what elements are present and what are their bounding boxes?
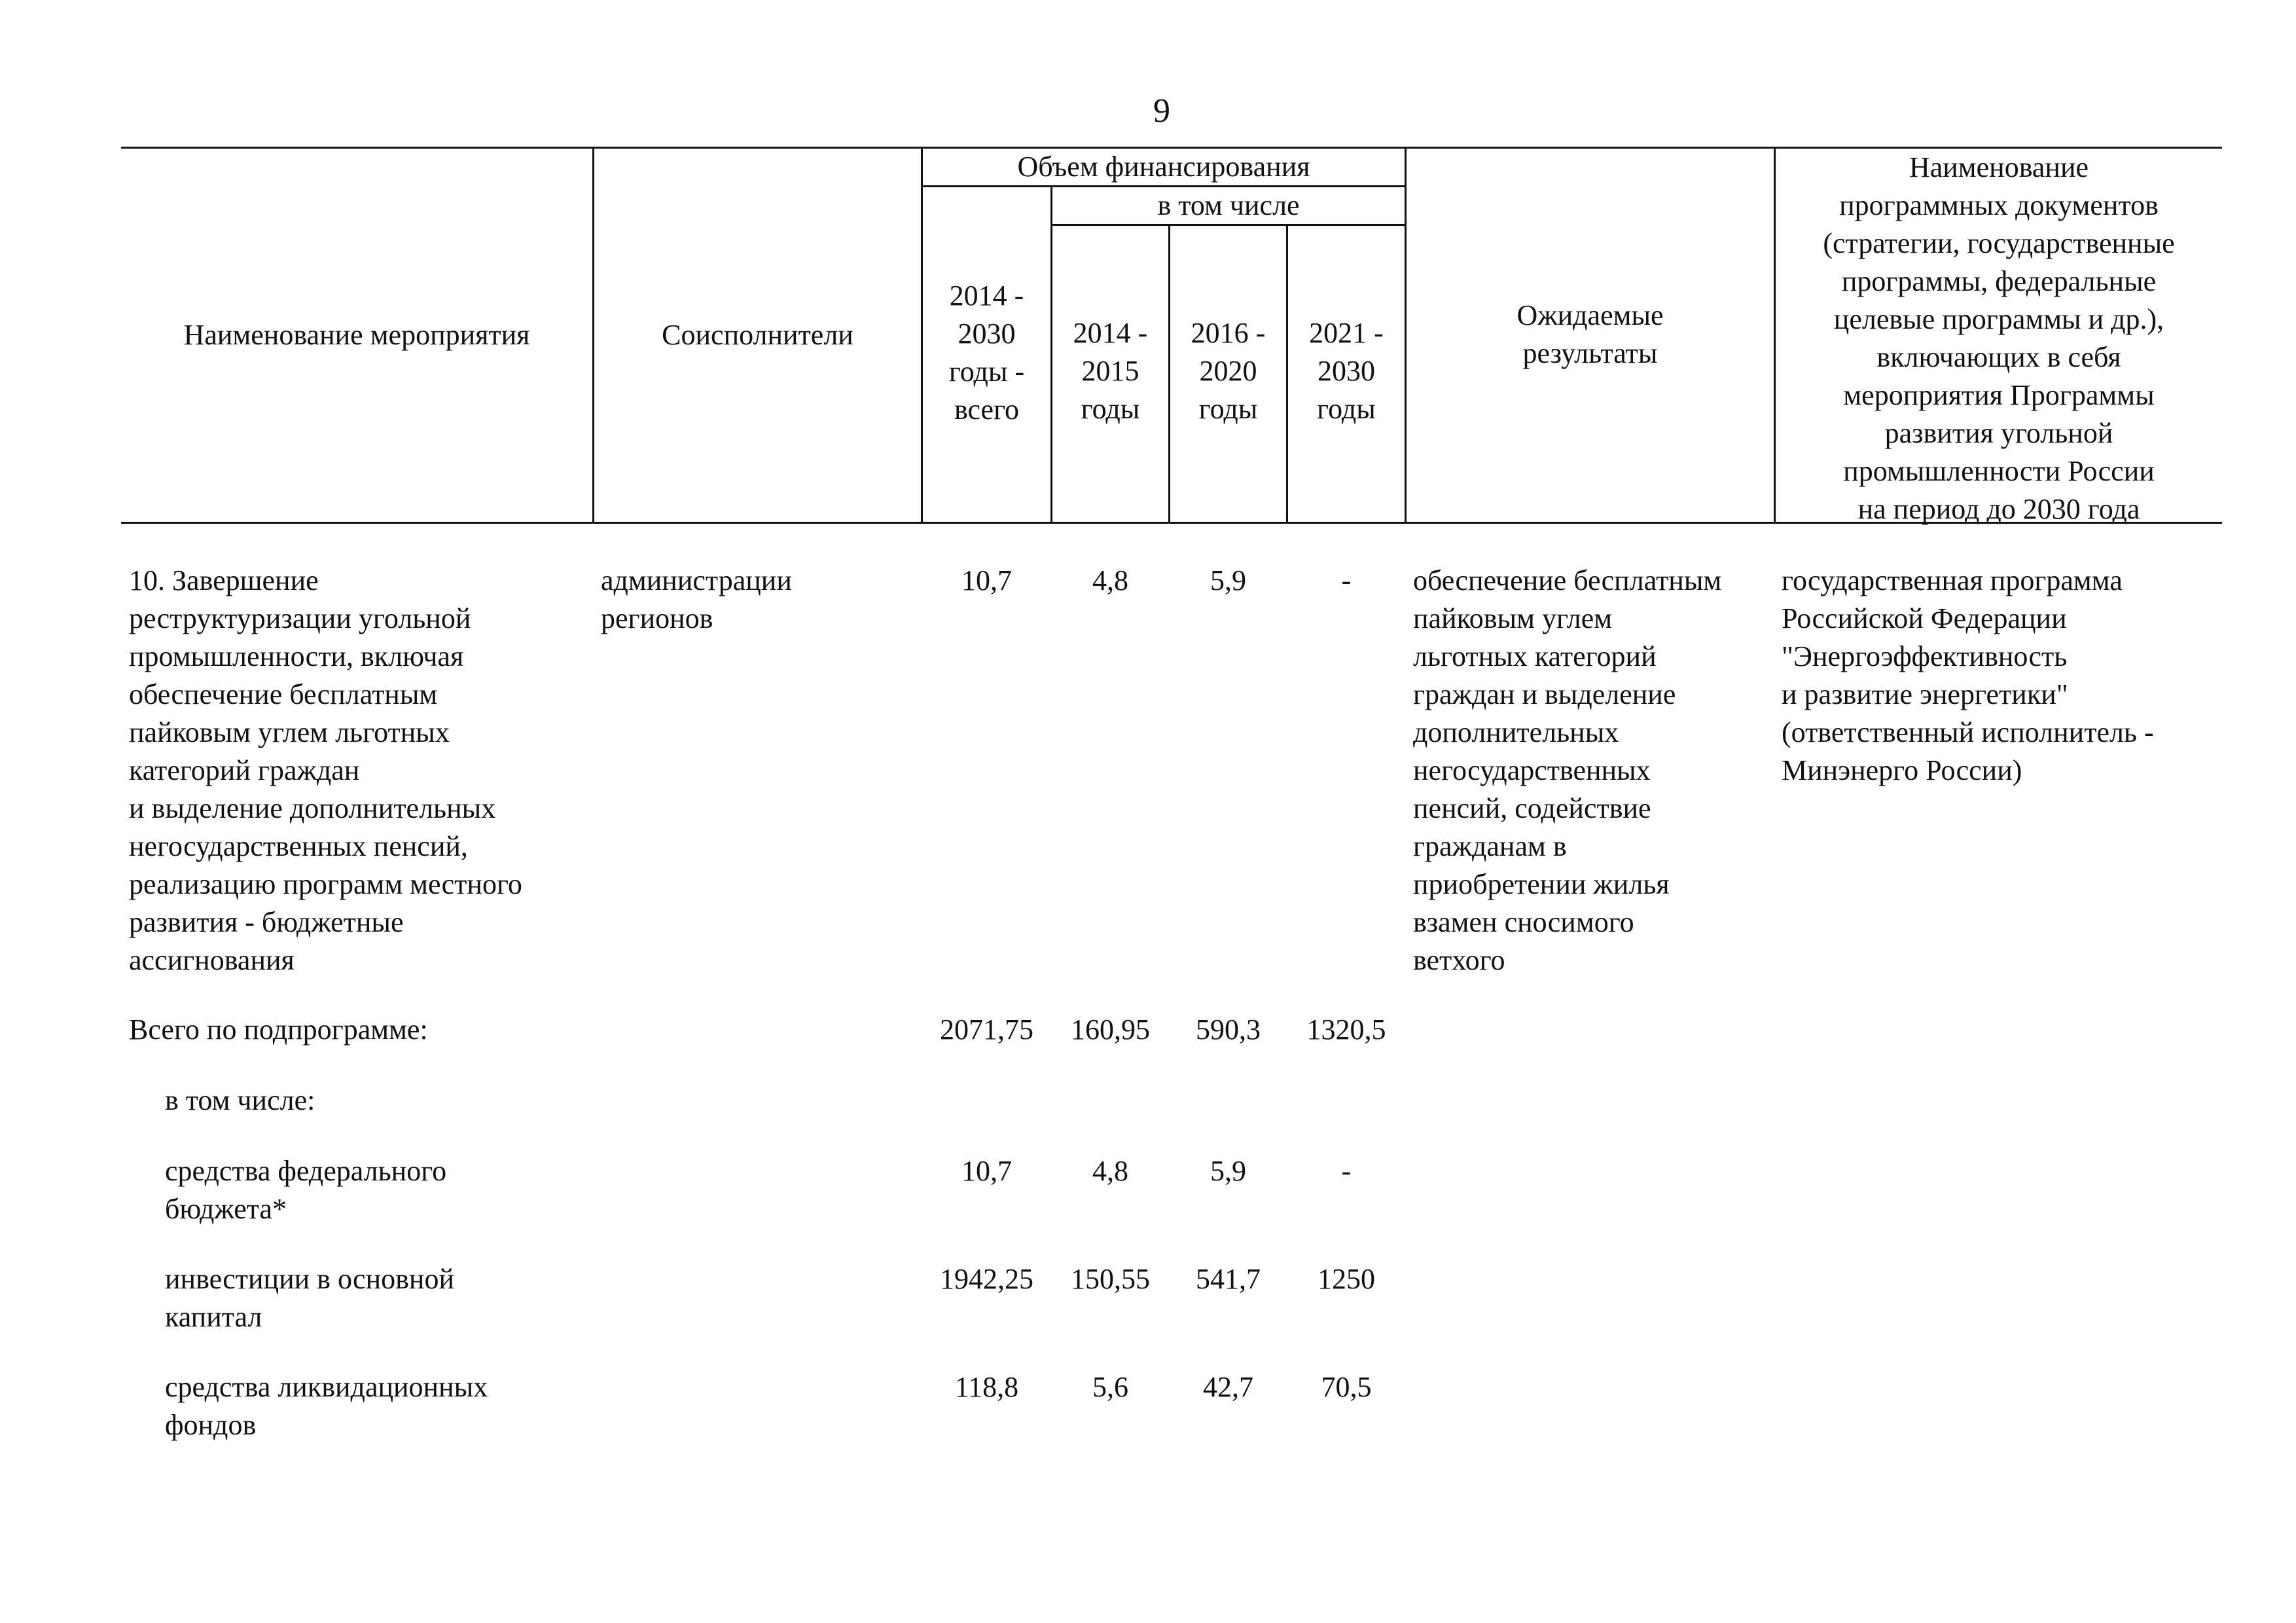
summary-federal-p3: - — [1341, 1155, 1352, 1187]
summary-federal-p2: 5,9 — [1210, 1155, 1246, 1187]
header-funding-label: Объем финансирования — [1017, 151, 1310, 183]
header-including-label: в том числе — [1157, 189, 1300, 221]
summary-investment-p1: 150,55 — [1071, 1263, 1150, 1295]
header-event-label: Наименование мероприятия — [183, 319, 530, 351]
summary-liquidation-p2: 42,7 — [1203, 1371, 1253, 1403]
header-coexecutors — [594, 149, 921, 522]
summary-federal-label: средства федерального бюджета* — [165, 1155, 447, 1225]
header-results: Ожидаемые результаты — [1516, 299, 1664, 369]
summary-total-label: Всего по подпрограмме: — [129, 1013, 428, 1046]
header-documents: Наименование программных документов (стратегии, государственные программы, федеральные целевые программы и др.), включающих в себя мероприятия Программы развития угольной промышленности России на период до 2030 года — [1823, 151, 2175, 525]
header-including — [1052, 187, 1405, 224]
summary-including-label: в том числе: — [165, 1084, 315, 1116]
row10-period-2: 5,9 — [1210, 564, 1246, 596]
row10-total: 10,7 — [961, 564, 1012, 596]
row10-period-1: 4,8 — [1092, 564, 1128, 596]
page-number: 9 — [1153, 92, 1170, 130]
summary-total-p3: 1320,5 — [1306, 1013, 1386, 1046]
row10-documents: государственная программа Российской Федерации "Энергоэффективность и развитие энергетики" (ответственный исполнитель - Минэнерго России) — [1782, 564, 2154, 786]
row10-coexecutors: администрации регионов — [601, 564, 792, 634]
header-period-2014-2015: 2014 - 2015 годы — [1073, 317, 1148, 425]
row10-period-3: - — [1341, 564, 1352, 596]
summary-investment-p3: 1250 — [1318, 1263, 1375, 1295]
summary-liquidation-total: 118,8 — [954, 1371, 1019, 1403]
header-coexecutors-label: Соисполнители — [662, 319, 853, 351]
summary-investment-total: 1942,25 — [940, 1263, 1033, 1295]
header-period-2021-2030: 2021 - 2030 годы — [1309, 317, 1384, 425]
row10-results: обеспечение бесплатным пайковым углем льготных категорий граждан и выделение дополнительных негосударственных пенсий, содействие гражданам в приобретении жилья взамен сносимого ветхого — [1413, 564, 1722, 976]
summary-investment-p2: 541,7 — [1196, 1263, 1261, 1295]
summary-liquidation-p3: 70,5 — [1321, 1371, 1372, 1403]
row10-event: 10. Завершение реструктуризации угольной промышленности, включая обеспечение бесплатным пайковым углем льготных категорий граждан и выделение дополнительных негосударственных пенсий, реализацию программ местного развития - бюджетные ассигнования — [129, 564, 522, 976]
summary-liquidation-label: средства ликвидационных фондов — [165, 1371, 488, 1441]
header-event — [121, 149, 592, 522]
header-funding-volume — [923, 149, 1405, 185]
summary-federal-total: 10,7 — [961, 1155, 1012, 1187]
header-total-period: 2014 - 2030 годы - всего — [948, 280, 1025, 426]
summary-total-p2: 590,3 — [1196, 1013, 1261, 1046]
summary-liquidation-p1: 5,6 — [1092, 1371, 1128, 1403]
header-period-2016-2020: 2016 - 2020 годы — [1191, 317, 1266, 425]
summary-investment-label: инвестиции в основной капитал — [165, 1263, 454, 1333]
summary-total-p1: 160,95 — [1071, 1013, 1150, 1046]
summary-federal-p1: 4,8 — [1092, 1155, 1128, 1187]
summary-total-all: 2071,75 — [940, 1013, 1033, 1046]
